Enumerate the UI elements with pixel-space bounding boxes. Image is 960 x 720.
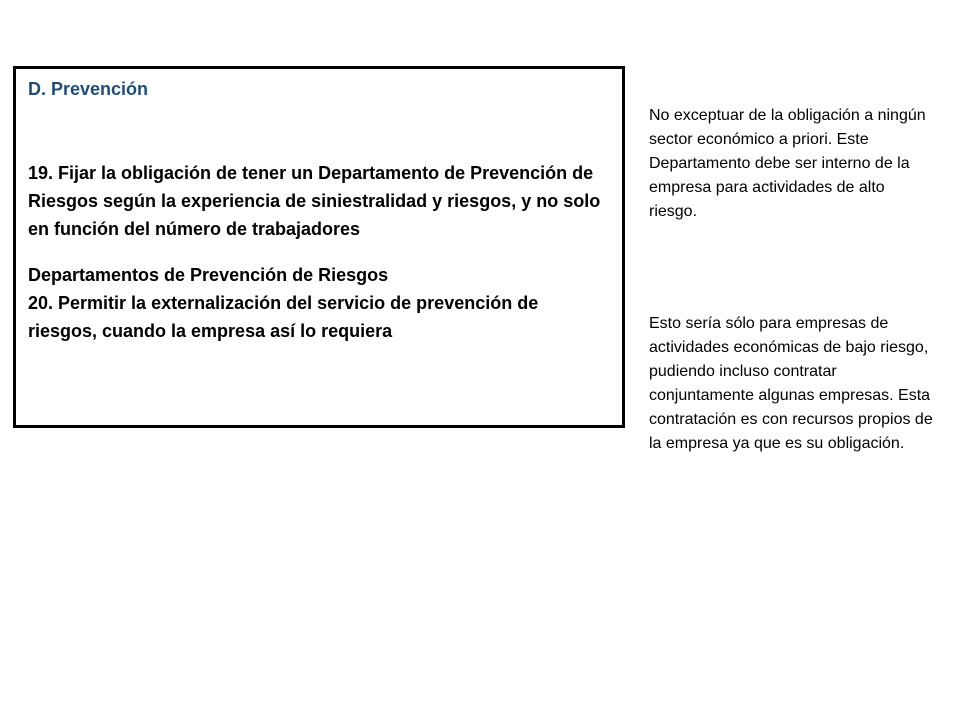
prevention-box [13,66,625,428]
point-20-text: 20. Permitir la externalización del servicio de prevención de riesgos, cuando la empresa así lo requiera [28,293,539,341]
departments-heading: Departamentos de Prevención de Riesgos [28,265,389,285]
note-point-19: No exceptuar de la obligación a ningún sector económico a priori. Este Departamento debe ser interno de la empresa para actividades de alto riesgo. [649,107,926,220]
section-title: D. Prevención [28,79,149,99]
point-19-text: 19. Fijar la obligación de tener un Departamento de Prevención de Riesgos según la experiencia de siniestralidad y riesgos, y no solo en función del número de trabajadores [28,163,601,239]
note-point-20: Esto sería sólo para empresas de actividades económicas de bajo riesgo, pudiendo incluso contratar conjuntamente algunas empresas. Esta contratación es con recursos propios de la empresa ya que es su obligación. [649,315,933,452]
